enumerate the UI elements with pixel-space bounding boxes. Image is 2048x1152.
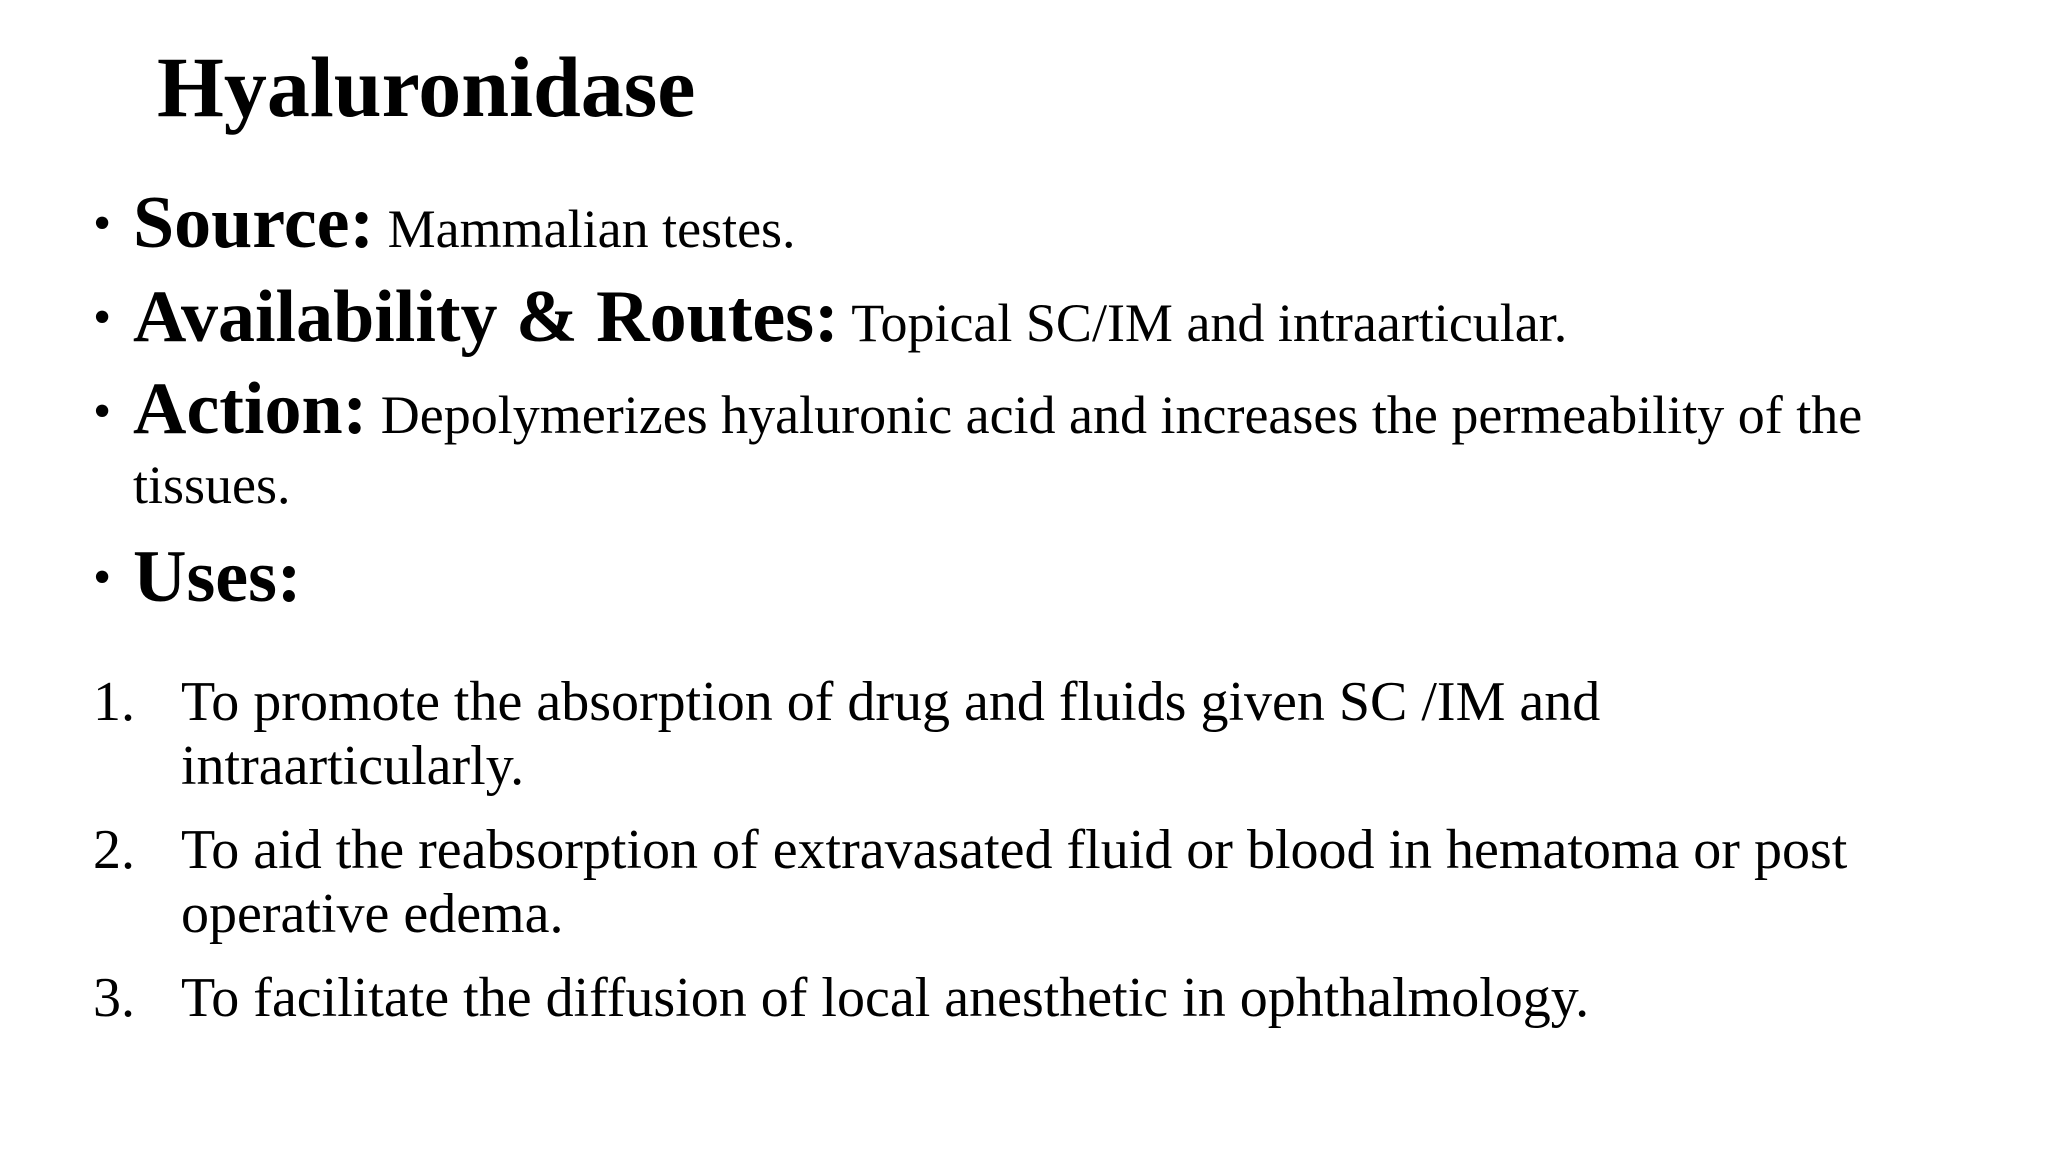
bullet-availability	[93, 276, 1993, 358]
bullet-label: Source:	[133, 182, 375, 264]
bullet-text: Topical SC/IM and intraarticular.	[838, 293, 1568, 353]
bullet-text: Depolymerizes hyaluronic acid and increases the permeability of the tissues.	[133, 385, 1863, 515]
bullet-action	[93, 368, 1993, 520]
uses-item-text: To aid the reabsorption of extravasated fluid or blood in hematoma or post operative edema.	[181, 819, 1848, 945]
bullet-source	[93, 182, 1993, 264]
bullet-label: Uses:	[133, 536, 302, 618]
uses-item	[93, 966, 1923, 1030]
slide-title: Hyaluronidase	[157, 39, 696, 135]
uses-item-number: 1.	[93, 671, 135, 733]
bullet-label: Availability & Routes:	[133, 276, 839, 358]
uses-item	[93, 670, 1923, 798]
uses-item-text: To promote the absorption of drug and fluids given SC /IM and intraarticularly.	[181, 671, 1601, 797]
uses-item	[93, 818, 1923, 946]
bullet-list	[93, 182, 1993, 634]
bullet-marker: •	[93, 195, 112, 252]
bullet-uses	[93, 536, 1993, 618]
uses-item-text: To facilitate the diffusion of local anesthetic in ophthalmology.	[181, 967, 1590, 1029]
bullet-marker: •	[93, 383, 112, 440]
bullet-marker: •	[93, 289, 112, 346]
bullet-marker: •	[93, 549, 112, 606]
uses-item-number: 2.	[93, 819, 135, 881]
bullet-label: Action:	[133, 368, 368, 450]
uses-list	[93, 670, 1923, 1050]
bullet-text: Mammalian testes.	[374, 199, 796, 259]
uses-item-number: 3.	[93, 967, 135, 1029]
